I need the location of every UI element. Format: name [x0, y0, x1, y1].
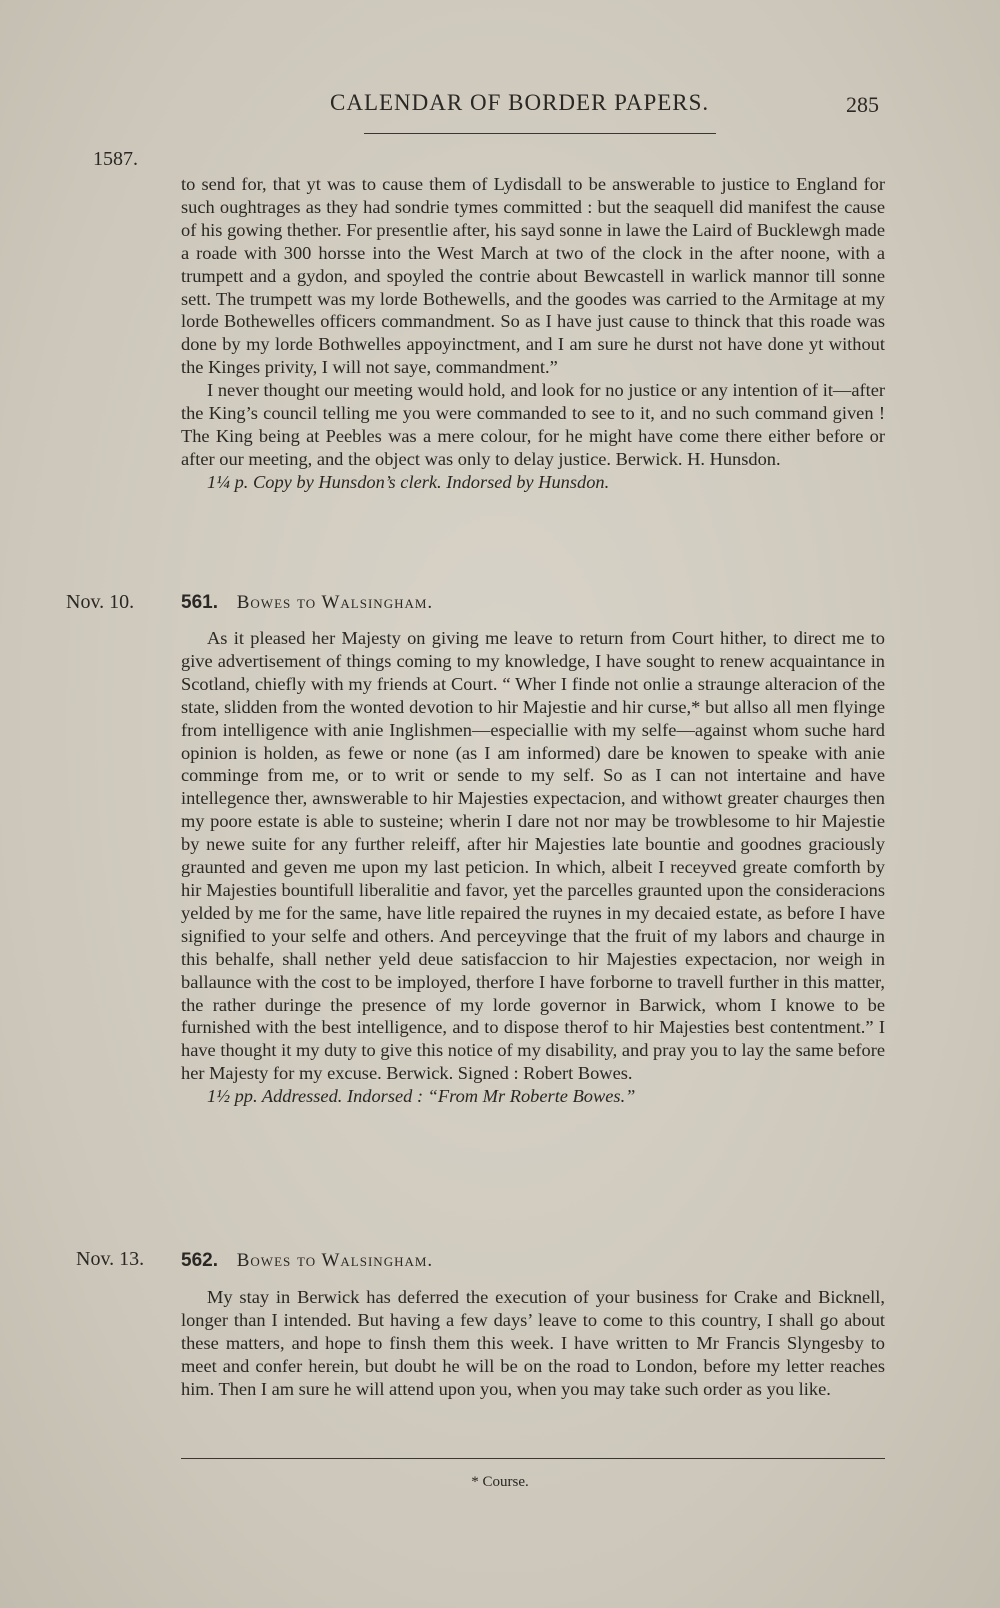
entry-title: Bowes to Walsingham. — [236, 1250, 434, 1271]
entry-number: 562. — [181, 1250, 218, 1271]
continuation-paragraph-1: to send for, that yt was to cause them of Lydisdall to be answerable to justice to England for such oughtrages as they had sondrie tymes committed : but the seaquell did manifest the cause of his gowing thether. For presentlie after, his sayd sonne in lawe the Laird of Bucklewgh made a roade with 300 horsse into the West March at two of the clock in the after noone, with a trumpett and a gydon, and spoyled the contrie about Bewcastell in warlick mannor till sonne sett. The trumpett was my lorde Bothewells, and the goodes was carried to the Armitage at my lorde Bothewelles officers commandment. So as I have just cause to thinck that this roade was done by my lorde Bothwelles appoyinctment, and I am sure he durst not have done yt without the Kinges privity, I will not saye, commandment.” — [181, 174, 885, 378]
entry-paragraph: As it pleased her Majesty on giving me leave to return from Court hither, to direct me to give advertisement of things coming to my knowledge, I have sought to renew acquaintance in Scotland, chiefly with my friends at Court. “ Wher I finde not onlie a straunge alteracion of the state, slidden from the wonted devotion to hir Majestie and hir curse,* but allso all men flyinge from intelligence with anie Inglishmen—especiallie with my selfe—against whom suche hard opinion is holden, as fewe or none (as I am informed) dare be knowen to speake with anie comminge from me, or to writ or sende to my self. So as I can not intertaine and have intellegence ther, awnswerable to hir Majesties expectacion, and withowt greater chaurges then my poore estate is able to susteine; wherin I dare not nor may be trowblesome to hir Majestie by newe suite for any further releiff, after hir Majesties late bountie and goodnes graciously graunted and geven me upon my last peticion. In which, albeit I receyved greate comforth by hir Majesties bountifull liberalitie and favor, yet the parcelles graunted upon the consideracions yelded by me for the same, have litle repaired the ruynes in my decaied estate, as before I have signified to your selfe and others. And perceyvinge that the fruit of my labors and chaurge in this behalfe, shall nether yeld deue satisfaccion to hir Majesties expectacion, nor weigh in ballaunce with the cost to be imployed, therfore I have forborne to travell further in this matter, the rather duringe the presence of my lorde governor in Barwick, whom I knowe to be furnished with the best intelligence, and to dispose therof to hir Majesties best contentment.” I have thought it my duty to give this notice of my disability, and pray you to lay the same before her Majesty for my excuse. Berwick. Signed : Robert Bowes. — [181, 628, 885, 1084]
continuation-paragraph-2: I never thought our meeting would hold, and look for no justice or any intention of it—after the King’s council telling me you were commanded to see to it, and no such command given ! The King being at Peebles was a mere colour, for he might have come there either before or after our meeting, and the object was only to delay justice. Berwick. H. Hunsdon. — [181, 380, 885, 469]
running-head — [0, 90, 1000, 124]
continuation-source-note — [181, 471, 885, 494]
entry-paragraph: My stay in Berwick has deferred the execution of your business for Crake and Bicknell, longer than I intended. But having a few days’ leave to come to this country, I shall go about these matters, and hope to finsh them this week. I have written to Mr Francis Slyngesby to meet and confer herein, but doubt he will be on the road to London, before my letter reaches him. Then I am sure he will attend upon you, when you may take such order as you like. — [181, 1287, 885, 1399]
footnote-rule — [181, 1458, 885, 1459]
entry-date-562: Nov. 13. — [76, 1248, 145, 1270]
footnote: * Course. — [471, 1474, 529, 1490]
header-rule — [364, 133, 716, 134]
entry-source-note: 1½ pp. Addressed. Indorsed : “From Mr Roberte Bowes.” — [207, 1086, 636, 1107]
entry-body-562 — [181, 1286, 885, 1401]
continuation-text — [181, 173, 885, 494]
entry-body-561 — [181, 627, 885, 1108]
source-size: 1¼ p. — [207, 471, 249, 492]
source-description: Copy by Hunsdon’s clerk. Indorsed by Hunsdon. — [253, 471, 610, 492]
entry-number: 561. — [181, 592, 218, 613]
running-title: CALENDAR OF BORDER PAPERS. — [330, 90, 710, 115]
entry-heading-561 — [181, 592, 433, 614]
entry-date-561: Nov. 10. — [66, 591, 135, 613]
entry-title: Bowes to Walsingham. — [236, 592, 434, 613]
entry-heading-562 — [181, 1250, 433, 1272]
year-margin-note: 1587. — [93, 148, 138, 170]
page-number: 285 — [846, 92, 879, 117]
